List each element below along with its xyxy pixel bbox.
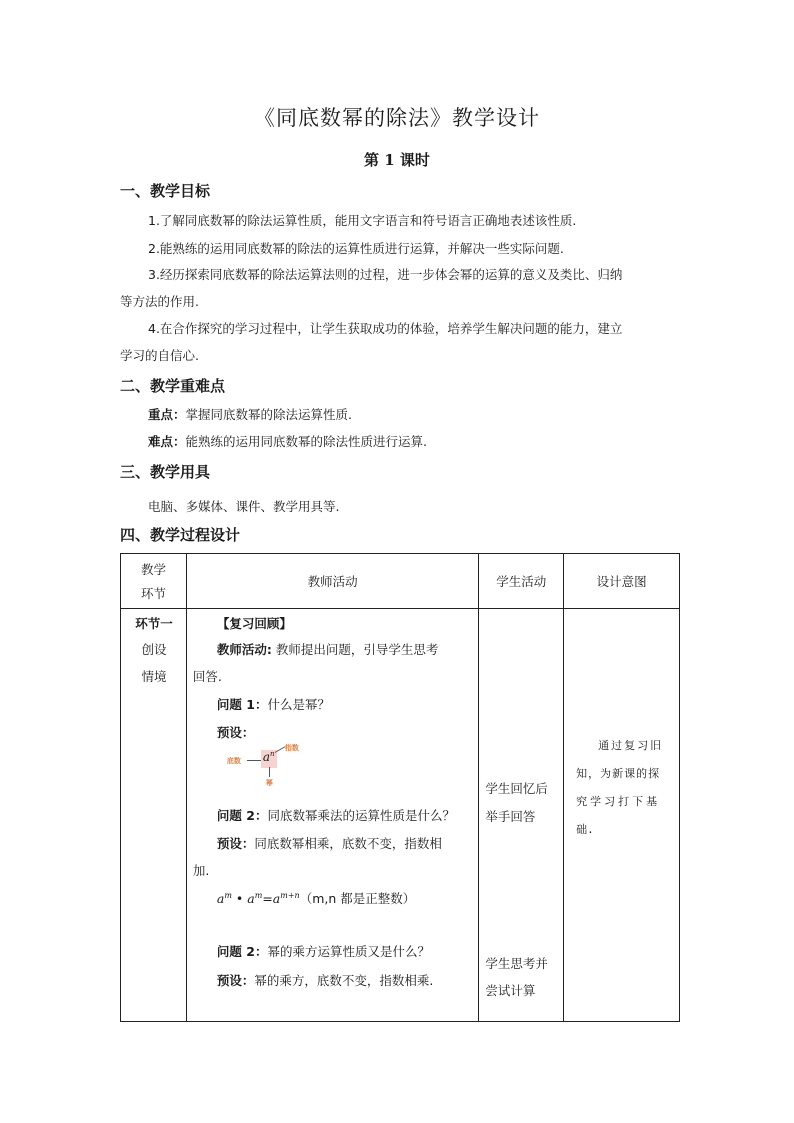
table-row <box>121 609 680 1022</box>
preset-3-text: 幂的乘方，底数不变，指数相乘. <box>254 973 434 988</box>
section-heading-tools: 三、教学用具 <box>120 463 211 481</box>
diagram-power-label: 幂 <box>265 779 273 787</box>
formula-note: （m,n 都是正整数） <box>299 891 416 906</box>
teacher-activity <box>217 640 439 658</box>
difficult-point-text: 能熟练的运用同底数幂的除法性质进行运算. <box>185 434 427 449</box>
header-stage-line1: 教学 <box>140 562 166 577</box>
power-a: a <box>262 750 271 764</box>
question-2 <box>217 806 455 824</box>
review-tag: 【复习回顾】 <box>216 616 292 631</box>
preset-2 <box>217 834 442 852</box>
diagram-exponent-label: 指数 <box>284 744 299 752</box>
question-3-label: 问题 2： <box>216 944 268 959</box>
stage-line2: 创设 <box>141 642 167 657</box>
difficult-point-label: 难点： <box>148 434 186 449</box>
formula-a1: a <box>216 891 225 906</box>
header-intent: 设计意图 <box>564 554 680 609</box>
header-stage-line2: 环节 <box>140 586 166 601</box>
header-teacher: 教师活动 <box>186 554 478 609</box>
teacher-activity-label: 教师活动: <box>216 642 272 657</box>
key-point-text: 掌握同底数幂的除法运算性质. <box>185 407 352 422</box>
student-answer-1-line2: 举手回答 <box>485 809 536 824</box>
power-exp: n <box>270 750 275 758</box>
question-2-label: 问题 2： <box>216 808 268 823</box>
diagram-base-label: 底数 <box>226 757 241 765</box>
objective-4-cont: 学习的自信心. <box>120 348 199 363</box>
objective-3-cont: 等方法的作用. <box>120 294 199 309</box>
difficult-point <box>148 433 427 451</box>
section-heading-objectives: 一、教学目标 <box>120 182 211 200</box>
question-2-text: 同底数幂乘法的运算性质是什么？ <box>267 808 455 823</box>
intent-line2: 知，为新课的探 <box>576 767 661 780</box>
student-answer-2-line2: 尝试计算 <box>485 983 536 998</box>
formula-mn: m+n <box>280 890 300 900</box>
student-activity-cell <box>479 609 564 1022</box>
teacher-activity-text2: 回答. <box>192 669 222 684</box>
student-answer-1-line1: 学生回忆后 <box>485 781 548 796</box>
formula-a3: a <box>272 891 281 906</box>
multiplication-formula <box>217 889 415 907</box>
objective-2: 2.能熟练的运用同底数幂的除法的运算性质进行运算，并解决一些实际问题. <box>148 241 564 256</box>
formula-eq: = <box>262 891 273 906</box>
stage-line3: 情境 <box>141 669 167 684</box>
objective-4: 4.在合作探究的学习过程中，让学生获取成功的体验，培养学生解决问题的能力，建立 <box>148 321 623 336</box>
teacher-activity-text: 教师提出问题，引导学生思考 <box>275 642 439 657</box>
header-stage <box>121 554 187 609</box>
intent-line4: 础. <box>576 823 594 836</box>
preset-3 <box>217 971 434 989</box>
section-heading-keypoints: 二、教学重难点 <box>120 377 226 395</box>
lesson-subtitle: 第 1 课时 <box>364 151 430 169</box>
preset-2-label: 预设： <box>216 836 255 851</box>
stage-line1: 环节一 <box>135 616 173 631</box>
stage-cell <box>121 609 187 1022</box>
key-point-label: 重点： <box>148 407 186 422</box>
preset-1-label: 预设： <box>216 725 255 740</box>
student-answer-2-line1: 学生思考并 <box>485 956 548 971</box>
formula-a2: a <box>247 891 255 906</box>
question-1-label: 问题 1： <box>216 697 268 712</box>
preset-2-text: 同底数幂相乘，底数不变，指数相 <box>254 836 442 851</box>
preset-3-label: 预设： <box>216 973 255 988</box>
question-3 <box>217 942 430 960</box>
diagram-arrow-down <box>269 767 270 777</box>
question-1-text: 什么是幂？ <box>267 697 330 712</box>
teacher-activity-cell <box>186 609 478 1022</box>
question-1 <box>217 695 330 713</box>
preset-2-text2: 加. <box>192 863 210 878</box>
section-heading-process: 四、教学过程设计 <box>120 526 241 544</box>
intent-line1: 通过复习旧 <box>598 739 664 752</box>
power-diagram <box>227 745 317 793</box>
design-intent-cell <box>564 609 680 1022</box>
tools-text: 电脑、多媒体、课件、教学用具等. <box>148 499 340 514</box>
objective-1: 1.了解同底数幂的除法运算性质，能用文字语言和符号语言正确地表述该性质. <box>148 213 577 228</box>
question-3-text: 幂的乘方运算性质又是什么？ <box>267 944 430 959</box>
key-point <box>148 406 352 424</box>
formula-n: m <box>254 890 263 900</box>
objective-3: 3.经历探索同底数幂的除法运算法则的过程，进一步体会幂的运算的意义及类比、归纳 <box>148 267 623 282</box>
table-header-row <box>121 554 680 609</box>
header-student: 学生活动 <box>479 554 564 609</box>
intent-line3: 究学习打下基 <box>576 795 661 808</box>
process-table <box>120 553 680 1022</box>
power-base-symbol <box>263 750 275 764</box>
formula-dot: • <box>231 891 248 906</box>
formula-m1: m <box>224 890 232 900</box>
document-title: 《同底数幂的除法》教学设计 <box>254 106 540 130</box>
diagram-arrow-left <box>247 760 261 761</box>
